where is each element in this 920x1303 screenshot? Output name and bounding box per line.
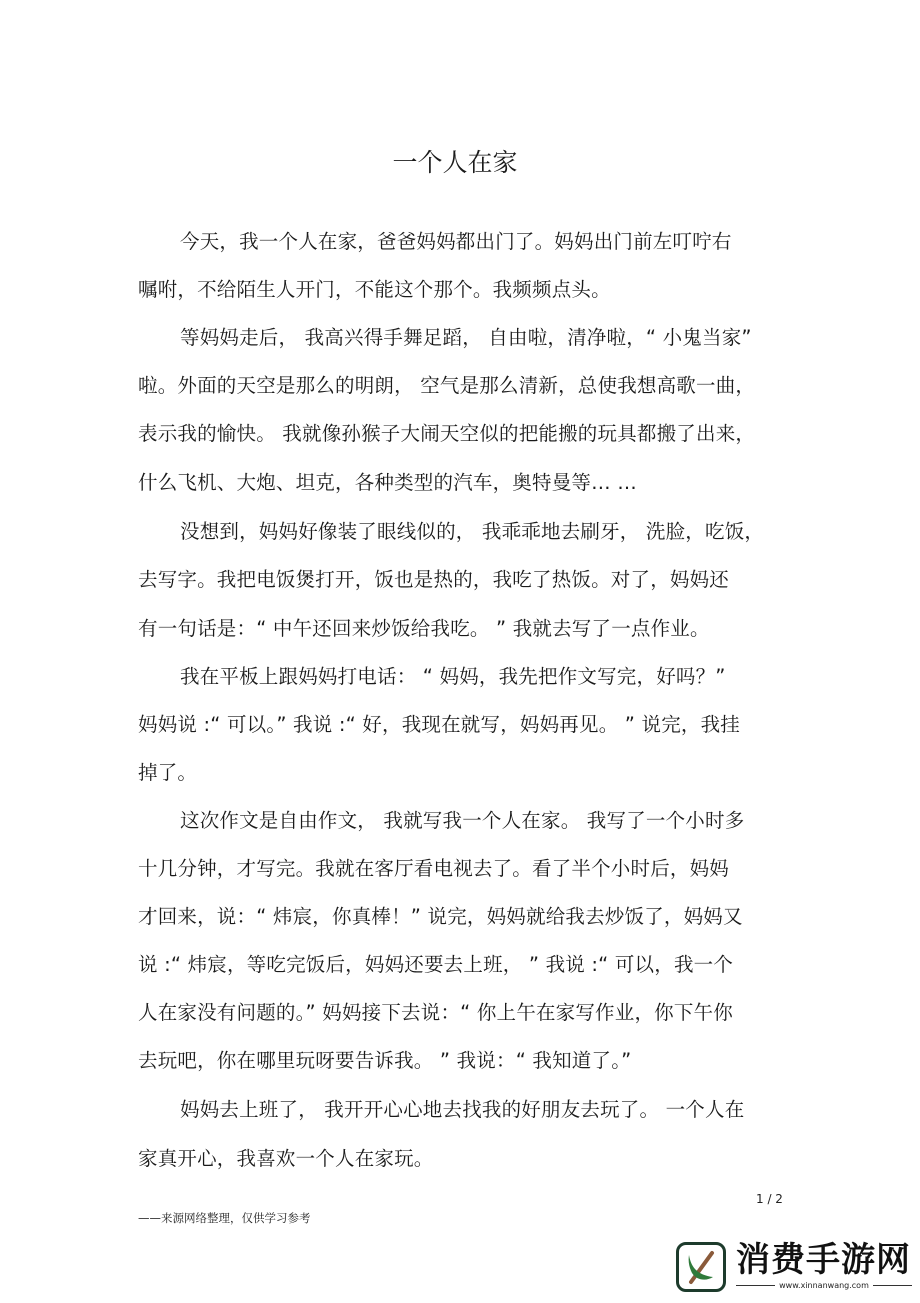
text-line: 去写字。我把电饭煲打开，饭也是热的，我吃了热饭。对了，妈妈还	[138, 568, 730, 591]
text-line: 去玩吧，你在哪里玩呀要告诉我。 ” 我说：“ 我知道了。”	[138, 1049, 632, 1072]
source-note: ——来源网络整理，仅供学习参考	[138, 1211, 311, 1225]
text-line: 什么飞机、大炮、坦克，各种类型的汽车，奥特曼等… …	[138, 471, 637, 494]
divider	[736, 1285, 775, 1286]
divider	[873, 1285, 912, 1286]
text-line: 我在平板上跟妈妈打电话： “ 妈妈，我先把作文写完，好吗？”	[180, 665, 726, 688]
watermark-url-text: www.xinnanwang.com	[779, 1281, 869, 1290]
text-line: 掉了。	[138, 761, 198, 784]
text-line: 啦。外面的天空是那么的明朗， 空气是那么清新，总使我想高歌一曲，	[138, 374, 756, 397]
text-line: 嘱咐，不给陌生人开门，不能这个那个。我频频点头。	[138, 278, 611, 301]
document-title: 一个人在家	[392, 148, 518, 177]
text-line: 才回来，说：“ 炜宸，你真棒！” 说完，妈妈就给我去炒饭了，妈妈又	[138, 905, 743, 928]
text-line: 妈妈说 :“ 可以。” 我说 :“ 好，我现在就写，妈妈再见。 ” 说完，我挂	[138, 713, 740, 736]
text-line: 没想到，妈妈好像装了眼线似的， 我乖乖地去刷牙， 洗脸，吃饭，	[180, 520, 765, 543]
site-watermark	[672, 1240, 912, 1298]
text-line: 有一句话是：“ 中午还回来炒饭给我吃。 ” 我就去写了一点作业。	[138, 617, 710, 640]
text-line: 妈妈去上班了， 我开开心心地去找我的好朋友去玩了。 一个人在	[180, 1098, 745, 1121]
watermark-site-name: 消费手游网	[736, 1240, 911, 1280]
text-line: 人在家没有问题的。” 妈妈接下去说：“ 你上午在家写作业，你下午你	[138, 1001, 733, 1024]
text-line: 等妈妈走后， 我高兴得手舞足蹈， 自由啦，清净啦，“ 小鬼当家”	[180, 326, 752, 349]
page-number: 1 / 2	[756, 1192, 783, 1206]
leaf-stick-logo-icon	[676, 1242, 726, 1292]
text-line: 说 :“ 炜宸，等吃完饭后，妈妈还要去上班， ” 我说 :“ 可以，我一个	[138, 953, 734, 976]
text-line: 十几分钟，才写完。我就在客厅看电视去了。看了半个小时后，妈妈	[138, 857, 730, 880]
text-line: 今天，我一个人在家，爸爸妈妈都出门了。妈妈出门前左叮咛右	[180, 230, 732, 253]
text-line: 这次作文是自由作文， 我就写我一个人在家。 我写了一个小时多	[180, 809, 745, 832]
watermark-url	[736, 1281, 912, 1290]
text-line: 表示我的愉快。 我就像孙猴子大闹天空似的把能搬的玩具都搬了出来，	[138, 422, 756, 445]
text-line: 家真开心，我喜欢一个人在家玩。	[138, 1147, 434, 1170]
